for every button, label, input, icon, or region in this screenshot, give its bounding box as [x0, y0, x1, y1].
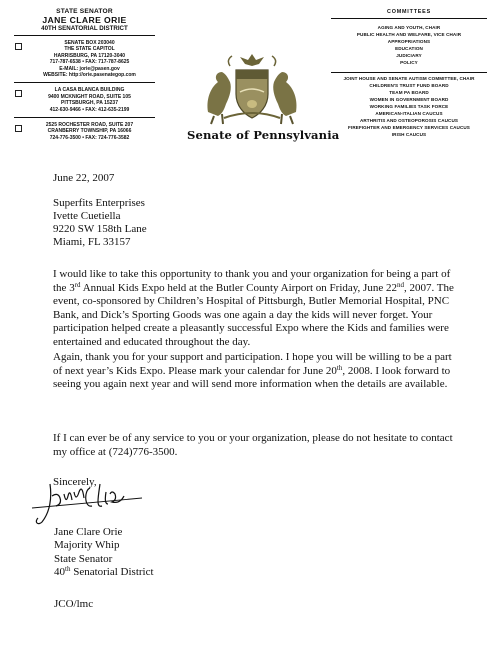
committee-item: PUBLIC HEALTH AND WELFARE, VICE CHAIR: [356, 31, 462, 37]
caucus-item: AMERICAN-ITALIAN CAUCUS: [375, 110, 443, 116]
office-line: CRANBERRY TOWNSHIP, PA 16066: [47, 128, 132, 135]
committee-item: APPROPRIATIONS: [387, 38, 431, 44]
caucus-item: IRISH CAUCUS: [391, 131, 427, 137]
superscript: rd: [74, 280, 81, 289]
office-line: 724-776-3500 • FAX: 724-776-3582: [49, 134, 130, 141]
address-line: 9220 SW 158th Lane: [53, 223, 147, 235]
text-run: Again, thank you for your support and participation. I hope you will be willing to be a part of next year’s Kids Expo. Please mark your calendar for June 20: [53, 351, 452, 377]
caucus-item: WORKING FAMILIES TASK FORCE: [369, 104, 449, 110]
senator-name: JANE CLARE ORIE: [42, 15, 127, 25]
office-harrisburg: [14, 36, 155, 83]
caucus-item: WOMEN IN GOVERNMENT BOARD: [369, 97, 449, 103]
office-website: WEBSITE: http://orie.pasenategop.com: [43, 72, 136, 79]
office-email: E-MAIL: jorie@pasen.gov: [59, 65, 120, 72]
text-run: I would like to take this opportunity to thank you and your organization for being a part of the 3: [53, 268, 451, 294]
office-line: THE STATE CAPITOL: [64, 46, 115, 53]
office-line: SENATE BOX 203040: [64, 40, 115, 46]
signer-name: Jane Clare Orie: [54, 526, 123, 538]
committees-heading: COMMITTEES: [331, 9, 487, 19]
office-cranberry: [14, 118, 155, 145]
signer-title: Majority Whip: [54, 539, 120, 552]
checkbox-icon: [15, 125, 22, 132]
senate-label: Senate of Pennsylvania: [187, 128, 340, 142]
senator-district: 40TH SENATORIAL DISTRICT: [41, 25, 128, 32]
address-line: Ivette Cuetiella: [53, 210, 121, 222]
committee-item: POLICY: [400, 59, 418, 65]
office-line: LA CASA BLANCA BUILDING: [54, 87, 125, 94]
superscript: nd: [396, 280, 404, 289]
text-run: Senatorial District: [70, 566, 154, 579]
caucus-item: JOINT HOUSE AND SENATE AUTISM COMMITTEE, CHAIR: [343, 76, 475, 82]
paragraph-contact: If I can ever be of any service to you or your organization, please do not hesitate to contact my office at (724)776-3500.: [53, 432, 453, 458]
office-line: 412-630-9466 • FAX: 412-635-2199: [49, 106, 130, 113]
office-line: 2525 ROCHESTER ROAD, SUITE 207: [45, 122, 134, 129]
signer-district: [54, 566, 154, 579]
checkbox-icon: [15, 90, 22, 97]
checkbox-icon: [15, 43, 22, 50]
paragraph-thanks: [53, 268, 463, 350]
committees-divider: [331, 66, 487, 73]
letter-date: June 22, 2007: [53, 172, 115, 184]
handwritten-signature: [30, 478, 150, 528]
closing: Sincerely,: [53, 476, 97, 488]
office-line: PITTSBURGH, PA 15237: [61, 100, 118, 107]
office-line: HARRISBURG, PA 17120-3040: [53, 52, 126, 59]
office-line: 9400 MCKNIGHT ROAD, SUITE 105: [48, 93, 131, 100]
committee-item: EDUCATION: [395, 45, 423, 51]
committee-item: AGING AND YOUTH, CHAIR: [377, 25, 441, 30]
paragraph-invite: [53, 351, 463, 392]
caucus-item: FIREFIGHTER AND EMERGENCY SERVICES CAUCUS: [348, 124, 470, 130]
address-line: Superfits Enterprises: [53, 197, 145, 209]
caucus-item: ARTHRITIS AND OSTEOPOROSIS CAUCUS: [359, 117, 459, 123]
signer-title: State Senator: [54, 552, 113, 565]
pennsylvania-seal-icon: [200, 52, 304, 126]
office-pittsburgh: [14, 83, 155, 118]
text-run: , 2008. I look forward to seeing you again next year and will send more information when the details are available.: [53, 364, 451, 391]
text-run: , 2007. The event, co-sponsored by Children’s Hospital of Pittsburgh, Butler Memorial Hospital, PNC Bank, and Dick’s Sporting Goods was one again a day the kids will never forget. Your participation helped create a pleasantly successful Expo where the Kids and families were entertained and educated throughout the day.: [53, 281, 454, 348]
text-run: 40: [54, 566, 65, 579]
address-line: Miami, FL 33157: [53, 236, 131, 248]
committee-item: JUDICIARY: [396, 52, 422, 58]
letterhead-right: [331, 9, 487, 139]
caucus-item: CHILDREN'S TRUST FUND BOARD: [369, 83, 449, 89]
letterhead-left: [14, 8, 155, 145]
typist-initials: JCO/lmc: [54, 598, 94, 610]
office-line: 717-787-6538 • FAX: 717-787-8625: [49, 59, 130, 66]
signature-block: [54, 526, 154, 580]
superscript: th: [65, 565, 71, 574]
senator-title: STATE SENATOR: [56, 8, 113, 15]
text-run: Annual Kids Expo held at the Butler County Airport on Friday, June 22: [80, 281, 397, 294]
recipient-address: [53, 197, 147, 249]
caucus-item: TEAM PA BOARD: [389, 90, 429, 96]
superscript: th: [336, 363, 343, 372]
